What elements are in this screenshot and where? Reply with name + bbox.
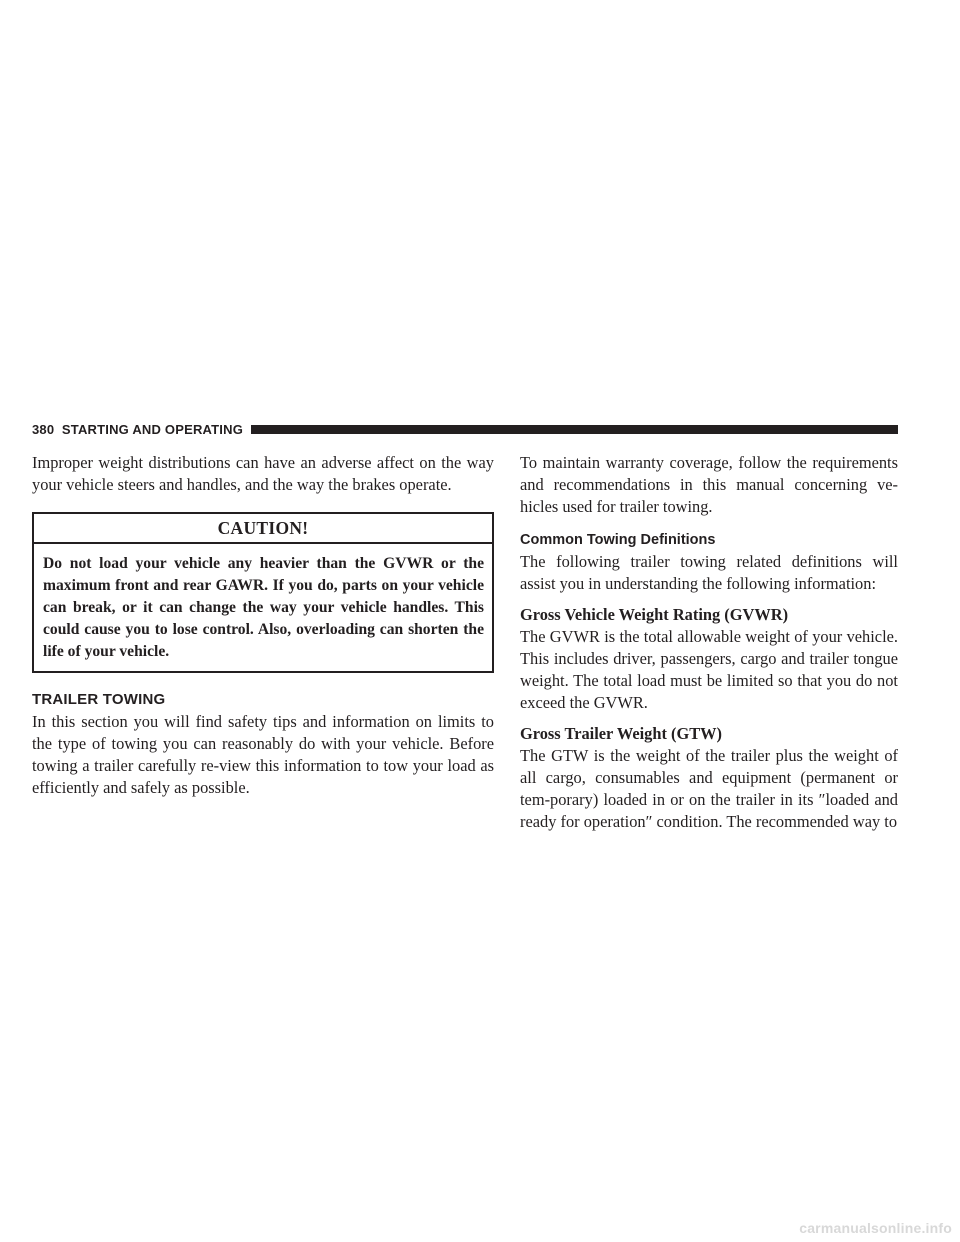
left-column [32,452,494,799]
page-header [32,420,898,438]
section-title: STARTING AND OPERATING [61,421,244,437]
gtw-paragraph: The GTW is the weight of the trailer plus the weight of all cargo, consumables and equipment (permanent or tem-porary) loaded in or on the trailer in its ″loaded and ready for operation″ condition. The recommended way to [520,746,898,831]
gtw-heading: Gross Trailer Weight (GTW) [520,724,722,743]
header-rule [251,425,898,434]
watermark: carmanualsonline.info [799,1220,952,1236]
gvwr-paragraph: The GVWR is the total allowable weight of your vehicle. This includes driver, passengers, cargo and trailer tongue weight. The total load must be limited so that you do not exceed the GVWR. [520,627,898,712]
caution-box [32,512,494,673]
intro-paragraph: Improper weight distributions can have an adverse affect on the way your vehicle steers and handles, and the way the brakes operate. [32,453,494,494]
right-column [520,452,898,833]
trailer-towing-paragraph: In this section you will find safety tips and information on limits to the type of towing you can reasonably do with your vehicle. Before towing a trailer carefully re-view this information to tow your load as efficiently and safely as possible. [32,712,494,797]
caution-body: Do not load your vehicle any heavier than the GVWR or the maximum front and rear GAWR. If you do, parts on your vehicle can break, or it can change the way your vehicle handles. This could cause you to lose control. Also, overloading can shorten the life of your vehicle. [43,555,484,660]
gvwr-heading: Gross Vehicle Weight Rating (GVWR) [520,605,789,624]
warranty-paragraph: To maintain warranty coverage, follow the requirements and recommendations in this manual concerning ve-hicles used for trailer towing. [520,453,898,516]
caution-title: CAUTION! [34,514,492,544]
definitions-intro: The following trailer towing related definitions will assist you in understanding the following information: [520,552,898,593]
page-number-section [32,422,243,437]
definitions-heading: Common Towing Definitions [520,532,716,548]
page-number: 380 [32,421,55,437]
trailer-towing-heading: TRAILER TOWING [32,691,166,708]
